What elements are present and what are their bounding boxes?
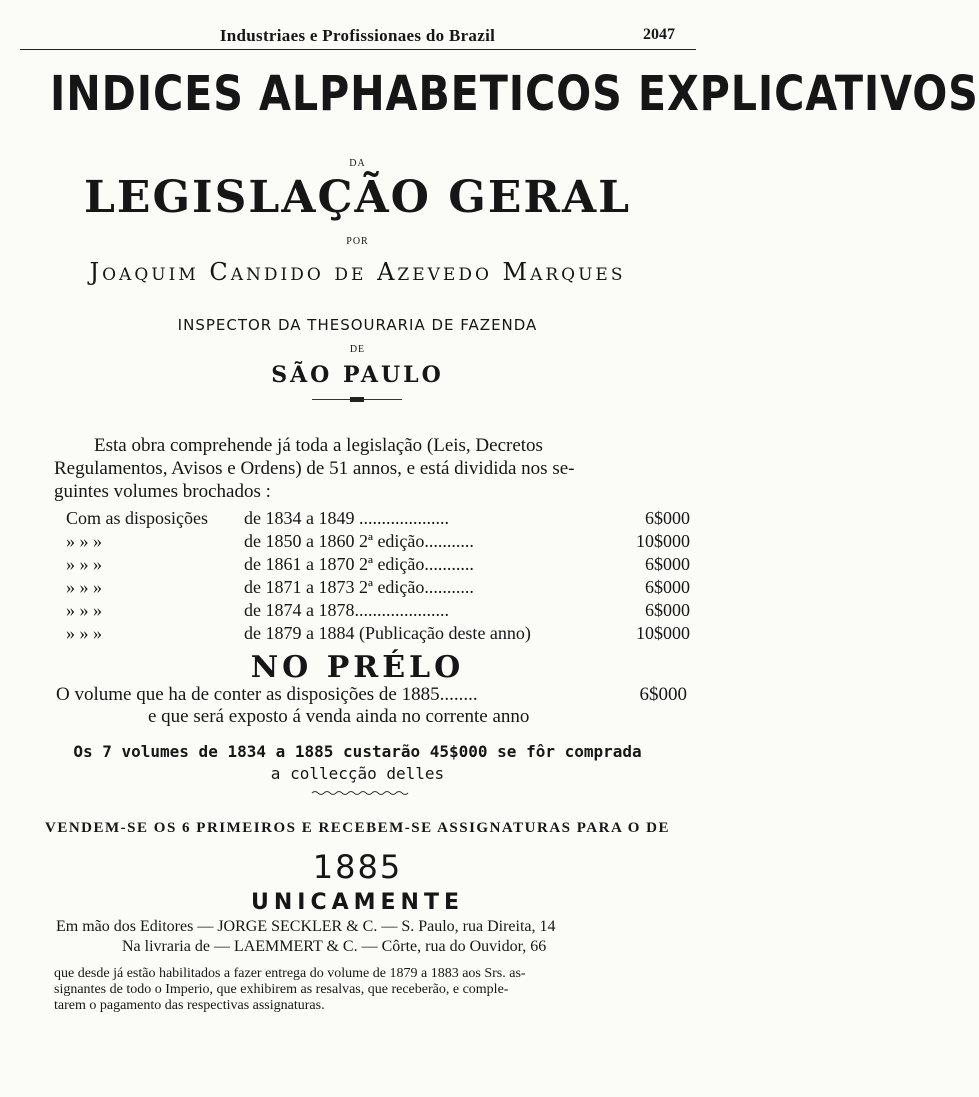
volume-row [66,623,690,646]
fine-print-line: signantes de todo o Imperio, que exhibirem as resalvas, que receberão, e comple- [54,982,509,997]
label-de: DE [349,344,366,355]
intro-line: Esta obra comprehende já toda a legislação (Leis, Decretos [94,435,543,456]
volume-row [66,508,690,531]
volume-desc: de 1850 a 1860 2ª edição........... [244,531,474,551]
fine-print-line: que desde já estão habilitados a fazer entrega do volume de 1879 a 1883 aos Srs. as- [54,966,526,981]
prelo-line-2: e que será exposto á venda ainda no corrente anno [148,706,530,727]
label-por: POR [346,236,369,247]
volume-desc: de 1834 a 1849 .................... [244,508,449,528]
editor-line-2: Na livraria de — LAEMMERT & C. — Côrte, rua do Ouvidor, 66 [122,938,547,955]
volume-price: 6$000 [645,508,690,528]
no-prelo-heading: NO PRÉLO [250,650,465,685]
volume-price: 6$000 [645,600,690,620]
prelo-line-1: O volume que ha de conter as disposições de 1885........ [56,684,478,705]
running-head-title: Industriaes e Profissionaes do Brazil [219,26,496,45]
main-title: INDICES ALPHABETICOS EXPLICATIVOS [50,66,979,122]
volume-price: 10$000 [636,623,690,643]
volume-price: 6$000 [645,554,690,574]
label-da: DA [349,158,366,169]
collection-line-2: a collecção delles [270,764,445,783]
unicamente-heading: UNICAMENTE [250,890,464,915]
volume-row [66,531,690,554]
volumes-list [66,508,690,646]
volume-row [66,554,690,577]
volume-prefix: Com as disposições [66,508,208,528]
sub-title: LEGISLAÇÃO GERAL [83,172,632,223]
volume-row [66,600,690,623]
volume-prefix: » » » [66,600,102,620]
volume-desc: de 1874 a 1878..................... [244,600,449,620]
year-heading: 1885 [312,848,403,886]
header-rule [20,49,696,50]
volume-price: 6$000 [645,577,690,597]
volume-prefix: » » » [66,554,102,574]
wavy-divider [312,790,408,796]
intro-line: guintes volumes brochados : [54,481,271,502]
ornament-divider [312,397,402,403]
volume-price: 10$000 [636,531,690,551]
editor-line-1: Em mão dos Editores — JORGE SECKLER & C. — S. Paulo, rua Direita, 14 [56,918,556,935]
volume-prefix: » » » [66,577,102,597]
running-head [0,26,715,48]
author-name: Joaquim Candido de Azevedo Marques [89,258,626,286]
collection-line-1: Os 7 volumes de 1834 a 1885 custarão 45$000 se fôr comprada [73,742,642,761]
volume-desc: de 1879 a 1884 (Publicação deste anno) [244,623,531,643]
volume-prefix: » » » [66,623,102,643]
fine-print [54,966,702,1014]
fine-print-line: tarem o pagamento das respectivas assignaturas. [54,998,325,1013]
page-number: 2047 [643,26,675,43]
vendem-line: VENDEM-SE OS 6 PRIMEIROS E RECEBEM-SE ASSIGNATURAS PARA O DE [45,820,670,836]
volume-desc: de 1871 a 1873 2ª edição........... [244,577,474,597]
prelo-price: 6$000 [639,684,687,705]
volume-prefix: » » » [66,531,102,551]
author-position: INSPECTOR DA THESOURARIA DE FAZENDA [177,316,538,334]
city-name: SÃO PAULO [271,362,444,388]
volume-row [66,577,690,600]
volume-desc: de 1861 a 1870 2ª edição........... [244,554,474,574]
intro-paragraph [54,434,700,503]
intro-line: Regulamentos, Avisos e Ordens) de 51 annos, e está dividida nos se- [54,458,575,479]
